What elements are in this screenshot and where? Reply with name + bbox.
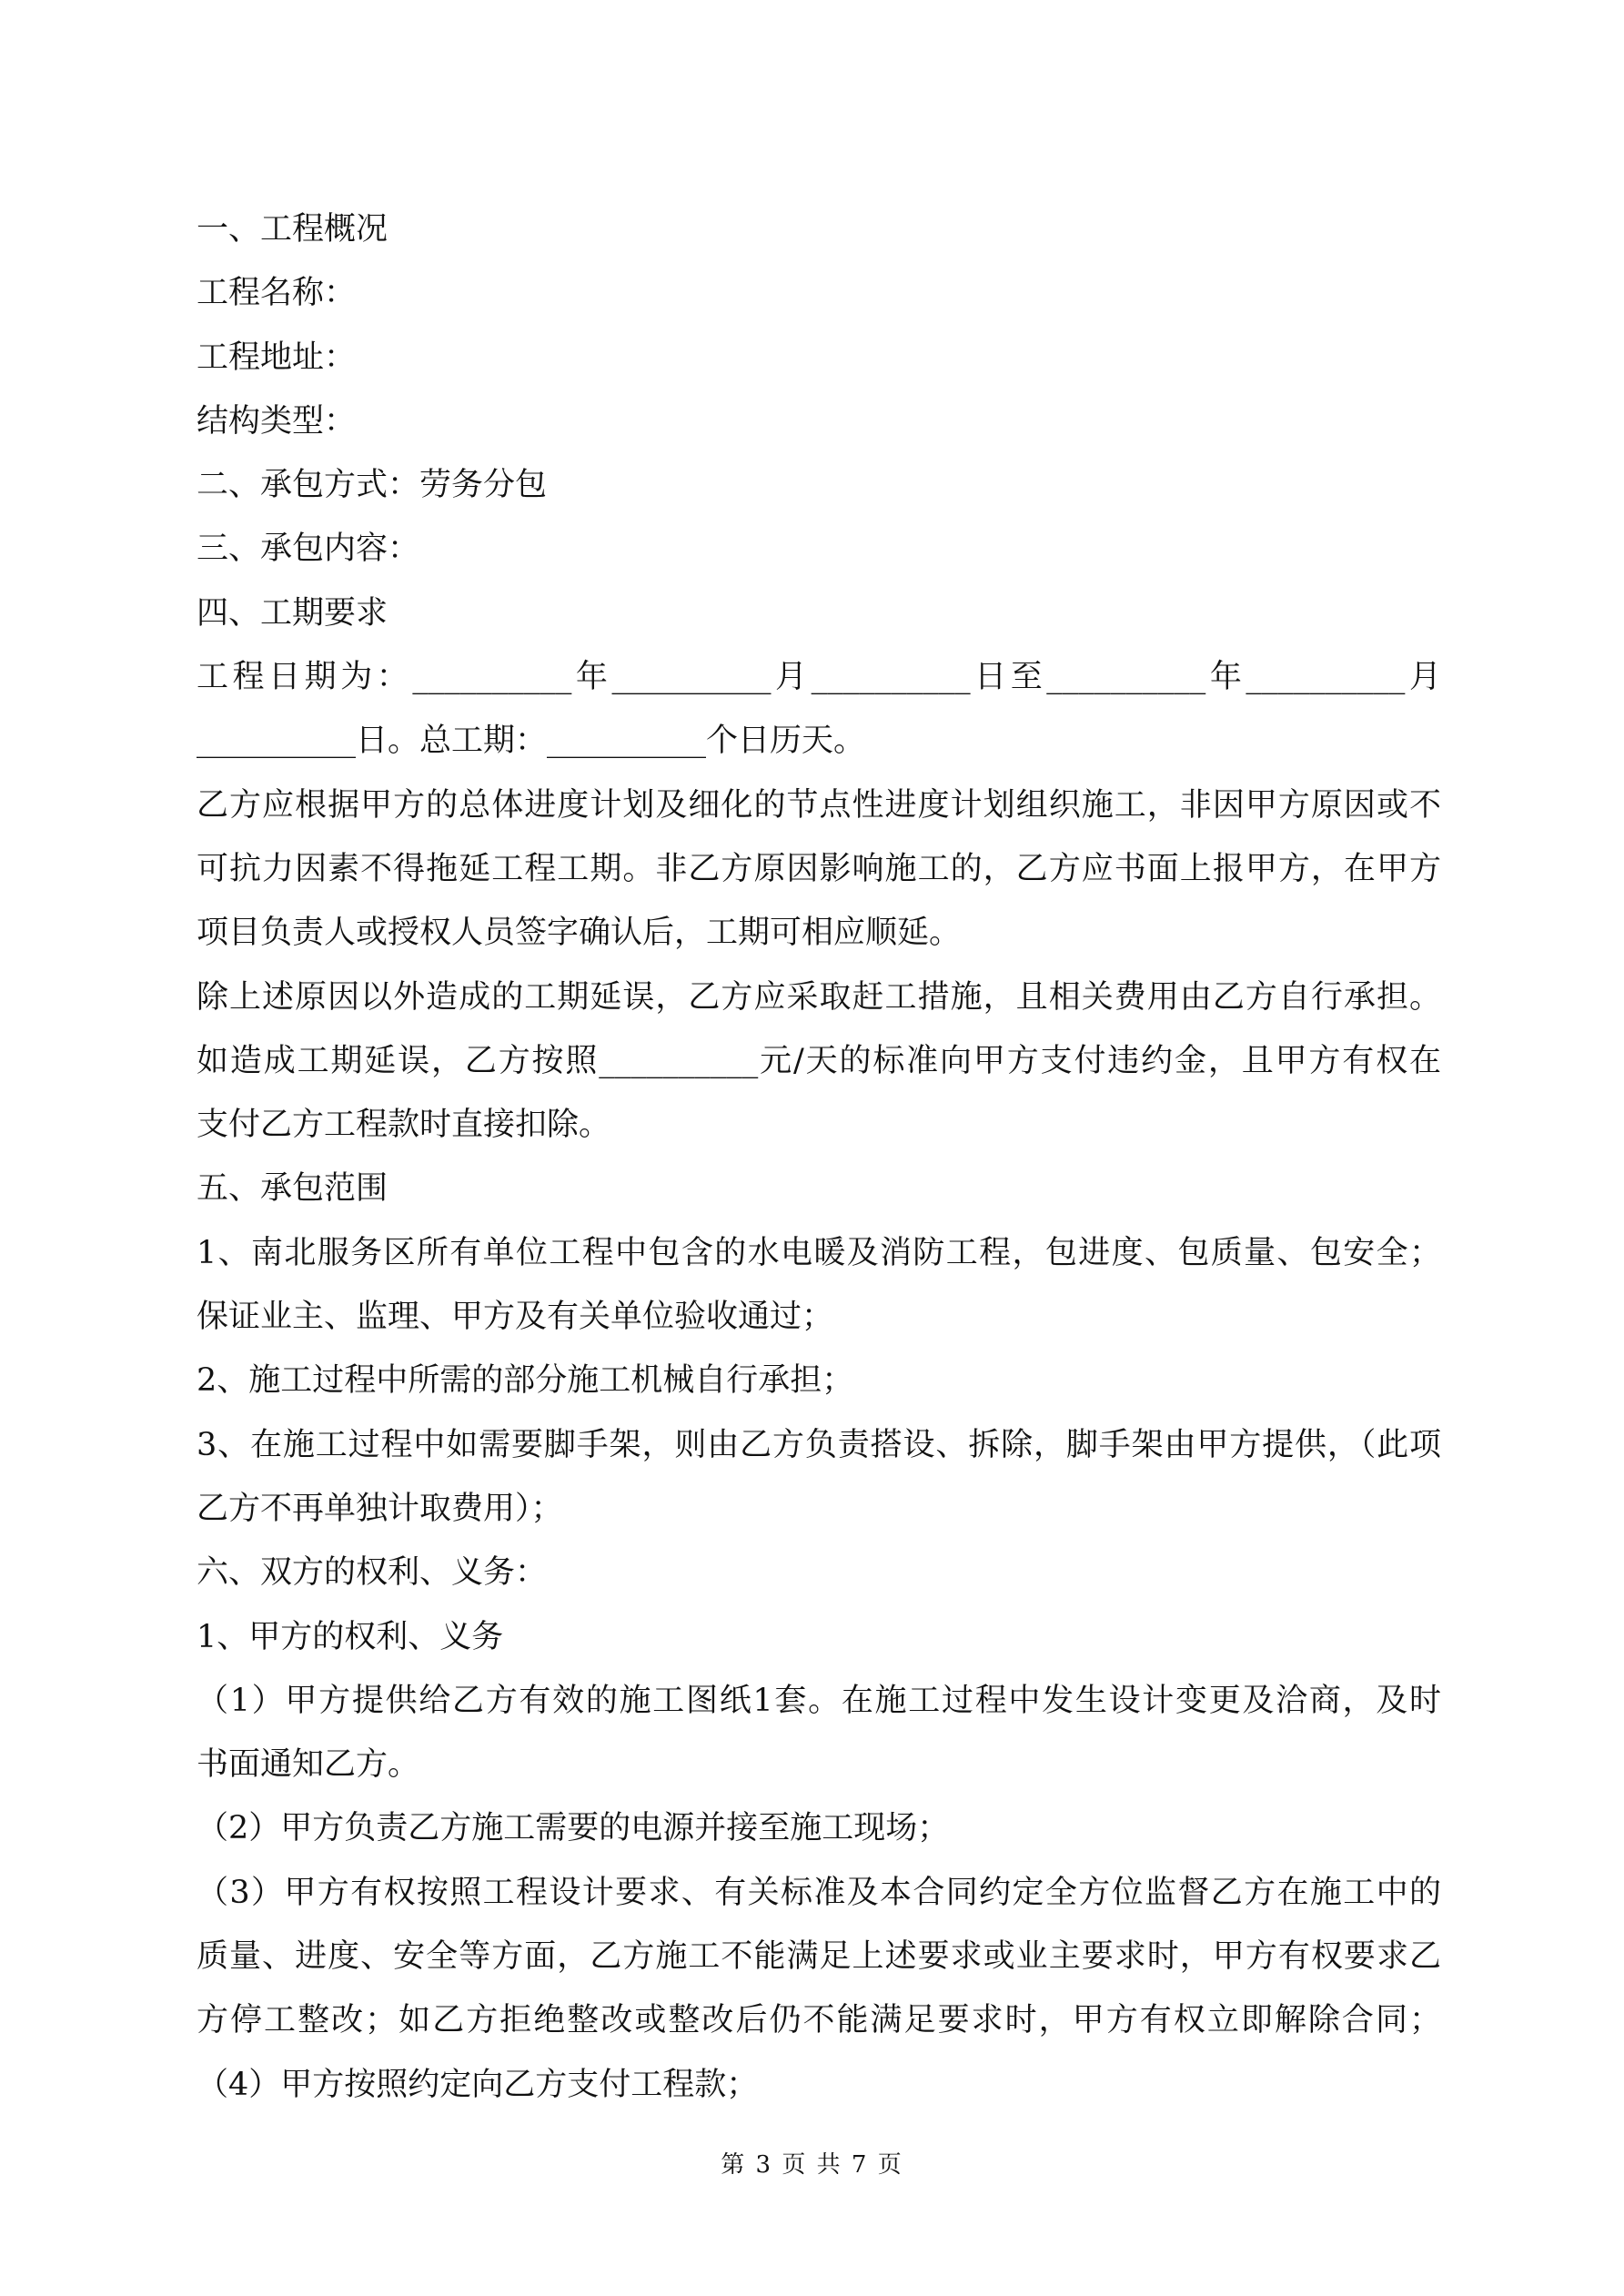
text-line: 书面通知乙方。 xyxy=(197,1746,420,1784)
text-line: 项目负责人或授权人员签字确认后，工期可相应顺延。 xyxy=(197,915,962,952)
text-line: （3）甲方有权按照工程设计要求、有关标准及本合同约定全方位监督乙方在施工中的 xyxy=(197,1874,1441,1911)
text-line: 乙方应根据甲方的总体进度计划及细化的节点性进度计划组织施工，非因甲方原因或不 xyxy=(197,786,1441,824)
page-footer: 第 3 页 共 7 页 xyxy=(721,2151,903,2179)
text-line: 质量、进度、安全等方面，乙方施工不能满足上述要求或业主要求时，甲方有权要求乙 xyxy=(197,1938,1441,1976)
text-line: 支付乙方工程款时直接扣除。 xyxy=(197,1107,611,1144)
text-line: 结构类型： xyxy=(197,402,357,440)
text-line: 1、甲方的权利、义务 xyxy=(197,1618,504,1655)
text-line: 四、工期要求 xyxy=(197,594,388,632)
text-line: __________日。总工期：__________个日历天。 xyxy=(197,723,866,760)
text-line: （2）甲方负责乙方施工需要的电源并接至施工现场； xyxy=(197,1810,950,1847)
text-line: 一、工程概况 xyxy=(197,211,388,248)
text-line: 五、承包范围 xyxy=(197,1170,388,1208)
text-line: 三、承包内容： xyxy=(197,531,420,568)
text-line: （4）甲方按照约定向乙方支付工程款； xyxy=(197,2066,759,2103)
text-line: 1、南北服务区所有单位工程中包含的水电暖及消防工程，包进度、包质量、包安全； xyxy=(197,1234,1441,1271)
text-line: 工程日期为：__________年__________月__________日至__________年__________月 xyxy=(197,659,1441,696)
text-line: 方停工整改；如乙方拒绝整改或整改后仍不能满足要求时，甲方有权立即解除合同； xyxy=(197,2002,1441,2039)
text-line: 3、在施工过程中如需要脚手架，则由乙方负责搭设、拆除，脚手架由甲方提供，（此项 xyxy=(197,1426,1441,1463)
text-line: 二、承包方式：劳务分包 xyxy=(197,467,548,504)
text-line: 保证业主、监理、甲方及有关单位验收通过； xyxy=(197,1299,834,1336)
text-line: 工程名称： xyxy=(197,275,357,312)
text-line: 乙方不再单独计取费用）； xyxy=(197,1490,563,1527)
text-line: 工程地址： xyxy=(197,339,357,376)
text-line: 如造成工期延误，乙方按照__________元/天的标准向甲方支付违约金，且甲方有权在 xyxy=(197,1042,1441,1079)
document-body xyxy=(197,197,1441,2117)
text-line: 2、施工过程中所需的部分施工机械自行承担； xyxy=(197,1362,854,1400)
text-line: （1）甲方提供给乙方有效的施工图纸1套。在施工过程中发生设计变更及洽商，及时 xyxy=(197,1682,1441,1719)
text-line: 除上述原因以外造成的工期延误，乙方应采取赶工措施，且相关费用由乙方自行承担。 xyxy=(197,978,1441,1016)
text-line: 六、双方的权利、义务： xyxy=(197,1554,548,1592)
text-line: 可抗力因素不得拖延工程工期。非乙方原因影响施工的，乙方应书面上报甲方，在甲方 xyxy=(197,850,1441,887)
